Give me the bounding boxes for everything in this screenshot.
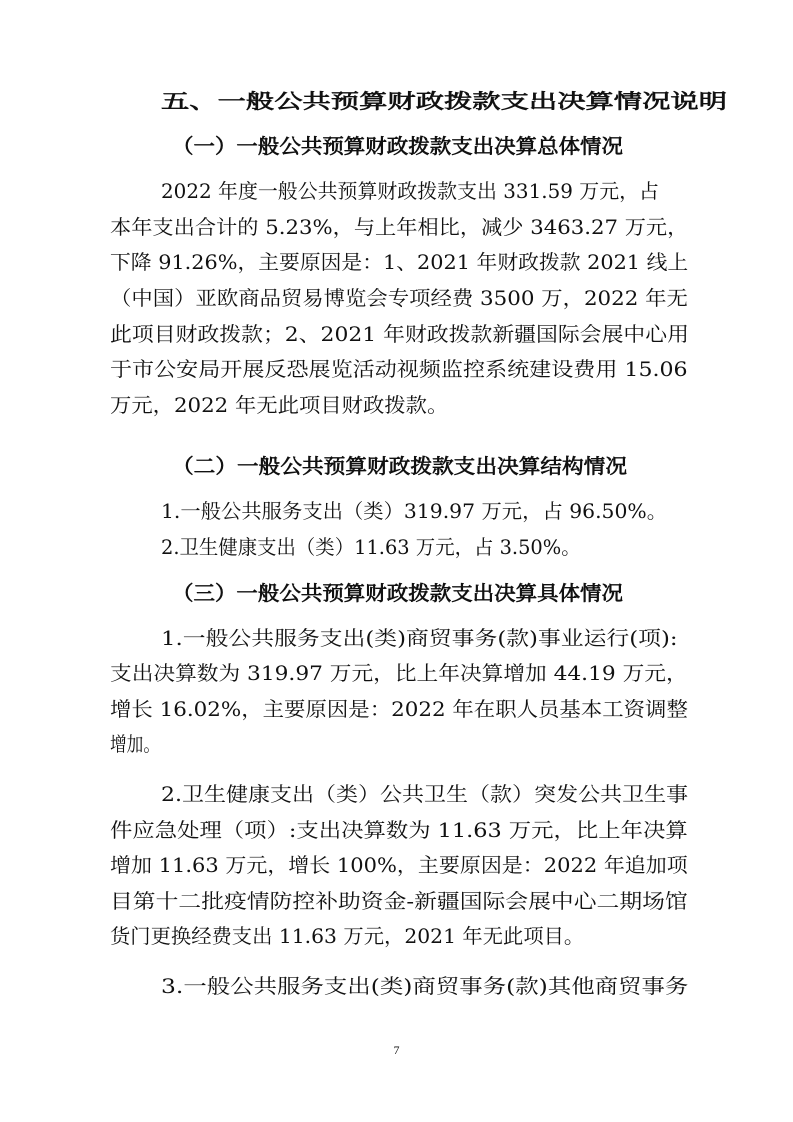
paragraph-line: 1.一般公共服务支出(类)商贸事务(款)事业运行(项): xyxy=(161,626,678,650)
paragraph-line: 2022 年度一般公共预算财政拨款支出 331.59 万元，占 xyxy=(161,179,659,203)
paragraph-line: 3.一般公共服务支出(类)商贸事务(款)其他商贸事务 xyxy=(161,974,689,998)
paragraph-line: （中国）亚欧商品贸易博览会专项经费 3500 万，2022 年无 xyxy=(110,286,688,310)
paragraph-line: 2.卫生健康支出（类）公共卫生（款）突发公共卫生事 xyxy=(161,782,689,806)
paragraph-line: 此项目财政拨款；2、2021 年财政拨款新疆国际会展中心用 xyxy=(110,322,689,346)
section-title: 五、一般公共预算财政拨款支出决算情况说明 xyxy=(161,89,727,113)
subsection-title-3: （三）一般公共预算财政拨款支出决算具体情况 xyxy=(172,581,623,605)
paragraph-line: 万元，2022 年无此项目财政拨款。 xyxy=(110,393,449,417)
paragraph-line: 目第十二批疫情防控补助资金-新疆国际会展中心二期场馆 xyxy=(110,889,688,913)
paragraph-line: 下降 91.26%，主要原因是：1、2021 年财政拨款 2021 线上 xyxy=(110,250,689,274)
page-number: 7 xyxy=(393,1043,400,1057)
paragraph-line: 增加。 xyxy=(110,732,160,756)
paragraph-line: 2.卫生健康支出（类）11.63 万元，占 3.50%。 xyxy=(161,535,581,559)
paragraph-line: 于市公安局开展反恐展览活动视频监控系统建设费用 15.06 xyxy=(110,357,688,381)
paragraph-line: 增长 16.02%，主要原因是：2022 年在职人员基本工资调整 xyxy=(110,697,688,721)
paragraph-line: 支出决算数为 319.97 万元，比上年决算增加 44.19 万元， xyxy=(110,661,688,685)
paragraph-line: 货门更换经费支出 11.63 万元，2021 年无此项目。 xyxy=(110,924,585,948)
subsection-title-1: （一）一般公共预算财政拨款支出决算总体情况 xyxy=(172,134,623,158)
paragraph-line: 件应急处理（项）:支出决算数为 11.63 万元，比上年决算 xyxy=(110,818,688,842)
paragraph-line: 增加 11.63 万元，增长 100%，主要原因是：2022 年追加项 xyxy=(110,853,688,877)
paragraph-line: 本年支出合计的 5.23%，与上年相比，减少 3463.27 万元， xyxy=(110,215,689,239)
subsection-title-2: （二）一般公共预算财政拨款支出决算结构情况 xyxy=(172,454,627,478)
paragraph-line: 1.一般公共服务支出（类）319.97 万元，占 96.50%。 xyxy=(161,499,668,523)
